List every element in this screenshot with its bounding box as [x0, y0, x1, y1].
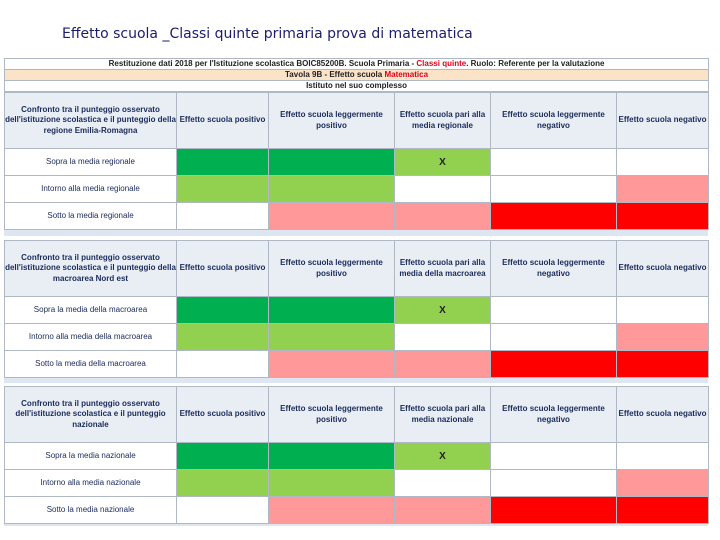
row-label: Intorno alla media della macroarea: [5, 324, 177, 351]
matrix-cell: [395, 297, 491, 324]
table-nazionale: [4, 386, 709, 524]
panel-nazionale: [4, 386, 708, 526]
column-header: Effetto scuola leggermente positivo: [269, 387, 395, 443]
column-header: Effetto scuola leggermente negativo: [491, 241, 617, 297]
result-mark: X: [439, 156, 446, 168]
row-label: Intorno alla media regionale: [5, 176, 177, 203]
slide-title: Effetto scuola _Classi quinte primaria prova di matematica: [62, 26, 473, 42]
table-regione: [4, 92, 709, 230]
table-row: [5, 149, 709, 176]
matrix-cell: [269, 176, 395, 203]
matrix-cell: [617, 176, 709, 203]
matrix-cell: [617, 324, 709, 351]
column-header: Effetto scuola positivo: [177, 93, 269, 149]
matrix-cell: [617, 443, 709, 470]
panel-macroarea: [4, 240, 708, 383]
column-header: Effetto scuola negativo: [617, 387, 709, 443]
matrix-cell: [269, 324, 395, 351]
table-row: [5, 497, 709, 524]
table-row: [5, 443, 709, 470]
header-row: [5, 93, 709, 149]
matrix-cell: [617, 149, 709, 176]
matrix-cell: [395, 351, 491, 378]
table-row: [5, 324, 709, 351]
table-banner: [4, 58, 709, 92]
banner-line-2: [5, 70, 709, 81]
column-header: Effetto scuola positivo: [177, 241, 269, 297]
matrix-cell: [177, 297, 269, 324]
row-label: Sotto la media della macroarea: [5, 351, 177, 378]
matrix-cell: [491, 203, 617, 230]
matrix-cell: [395, 176, 491, 203]
matrix-cell: [617, 297, 709, 324]
matrix-cell: [269, 203, 395, 230]
banner-line-2-prefix: Tavola 9B - Effetto scuola: [285, 70, 385, 79]
matrix-cell: [395, 203, 491, 230]
matrix-cell: [491, 443, 617, 470]
table-row: [5, 297, 709, 324]
table-macroarea: [4, 240, 709, 378]
column-header: Effetto scuola pari alla media regionale: [395, 93, 491, 149]
matrix-cell: [617, 203, 709, 230]
matrix-cell: [617, 497, 709, 524]
row-label: Sopra la media della macroarea: [5, 297, 177, 324]
matrix-cell: [177, 149, 269, 176]
table-row: [5, 176, 709, 203]
matrix-cell: [269, 497, 395, 524]
matrix-cell: [491, 149, 617, 176]
matrix-cell: [177, 203, 269, 230]
table-row: [5, 470, 709, 497]
panel-regione: [4, 58, 708, 236]
banner-line-3: Istituto nel suo complesso: [5, 81, 709, 92]
matrix-cell: [491, 176, 617, 203]
matrix-cell: [491, 470, 617, 497]
banner-line-1-prefix: Restituzione dati 2018 per l'Istituzione scolastica BOIC85200B. Scuola Primaria -: [108, 59, 417, 68]
matrix-cell: [177, 351, 269, 378]
banner-line-1: [5, 59, 709, 70]
matrix-cell: [269, 470, 395, 497]
banner-line-1-suffix: . Ruolo: Referente per la valutazione: [466, 59, 605, 68]
matrix-cell: [395, 470, 491, 497]
column-header: Effetto scuola pari alla media nazionale: [395, 387, 491, 443]
corner-header: Confronto tra il punteggio osservato dell'istituzione scolastica e il punteggio della regione Emilia-Romagna: [5, 93, 177, 149]
row-label: Intorno alla media nazionale: [5, 470, 177, 497]
banner-line-2-highlight: Matematica: [384, 70, 429, 79]
matrix-cell: [395, 443, 491, 470]
banner-line-1-highlight: Classi quinte: [416, 59, 467, 68]
column-header: Effetto scuola leggermente negativo: [491, 93, 617, 149]
matrix-cell: [395, 149, 491, 176]
matrix-cell: [269, 351, 395, 378]
row-label: Sopra la media regionale: [5, 149, 177, 176]
matrix-cell: [177, 324, 269, 351]
result-mark: X: [439, 304, 446, 316]
row-label: Sotto la media nazionale: [5, 497, 177, 524]
header-row: [5, 387, 709, 443]
table-row: [5, 351, 709, 378]
column-header: Effetto scuola negativo: [617, 93, 709, 149]
header-row: [5, 241, 709, 297]
matrix-cell: [491, 497, 617, 524]
matrix-cell: [617, 351, 709, 378]
result-mark: X: [439, 450, 446, 462]
matrix-cell: [491, 324, 617, 351]
matrix-cell: [269, 149, 395, 176]
matrix-cell: [177, 497, 269, 524]
matrix-cell: [491, 351, 617, 378]
matrix-cell: [617, 470, 709, 497]
matrix-cell: [491, 297, 617, 324]
column-header: Effetto scuola pari alla media della macroarea: [395, 241, 491, 297]
row-label: Sotto la media regionale: [5, 203, 177, 230]
table-row: [5, 203, 709, 230]
matrix-cell: [269, 443, 395, 470]
matrix-cell: [269, 297, 395, 324]
corner-header: Confronto tra il punteggio osservato dell'istituzione scolastica e il punteggio della macroarea Nord est: [5, 241, 177, 297]
column-header: Effetto scuola leggermente positivo: [269, 93, 395, 149]
matrix-cell: [177, 443, 269, 470]
matrix-cell: [395, 497, 491, 524]
corner-header: Confronto tra il punteggio osservato dell'istituzione scolastica e il punteggio nazionale: [5, 387, 177, 443]
column-header: Effetto scuola leggermente positivo: [269, 241, 395, 297]
row-label: Sopra la media nazionale: [5, 443, 177, 470]
column-header: Effetto scuola leggermente negativo: [491, 387, 617, 443]
matrix-cell: [177, 470, 269, 497]
column-header: Effetto scuola negativo: [617, 241, 709, 297]
matrix-cell: [177, 176, 269, 203]
column-header: Effetto scuola positivo: [177, 387, 269, 443]
matrix-cell: [395, 324, 491, 351]
